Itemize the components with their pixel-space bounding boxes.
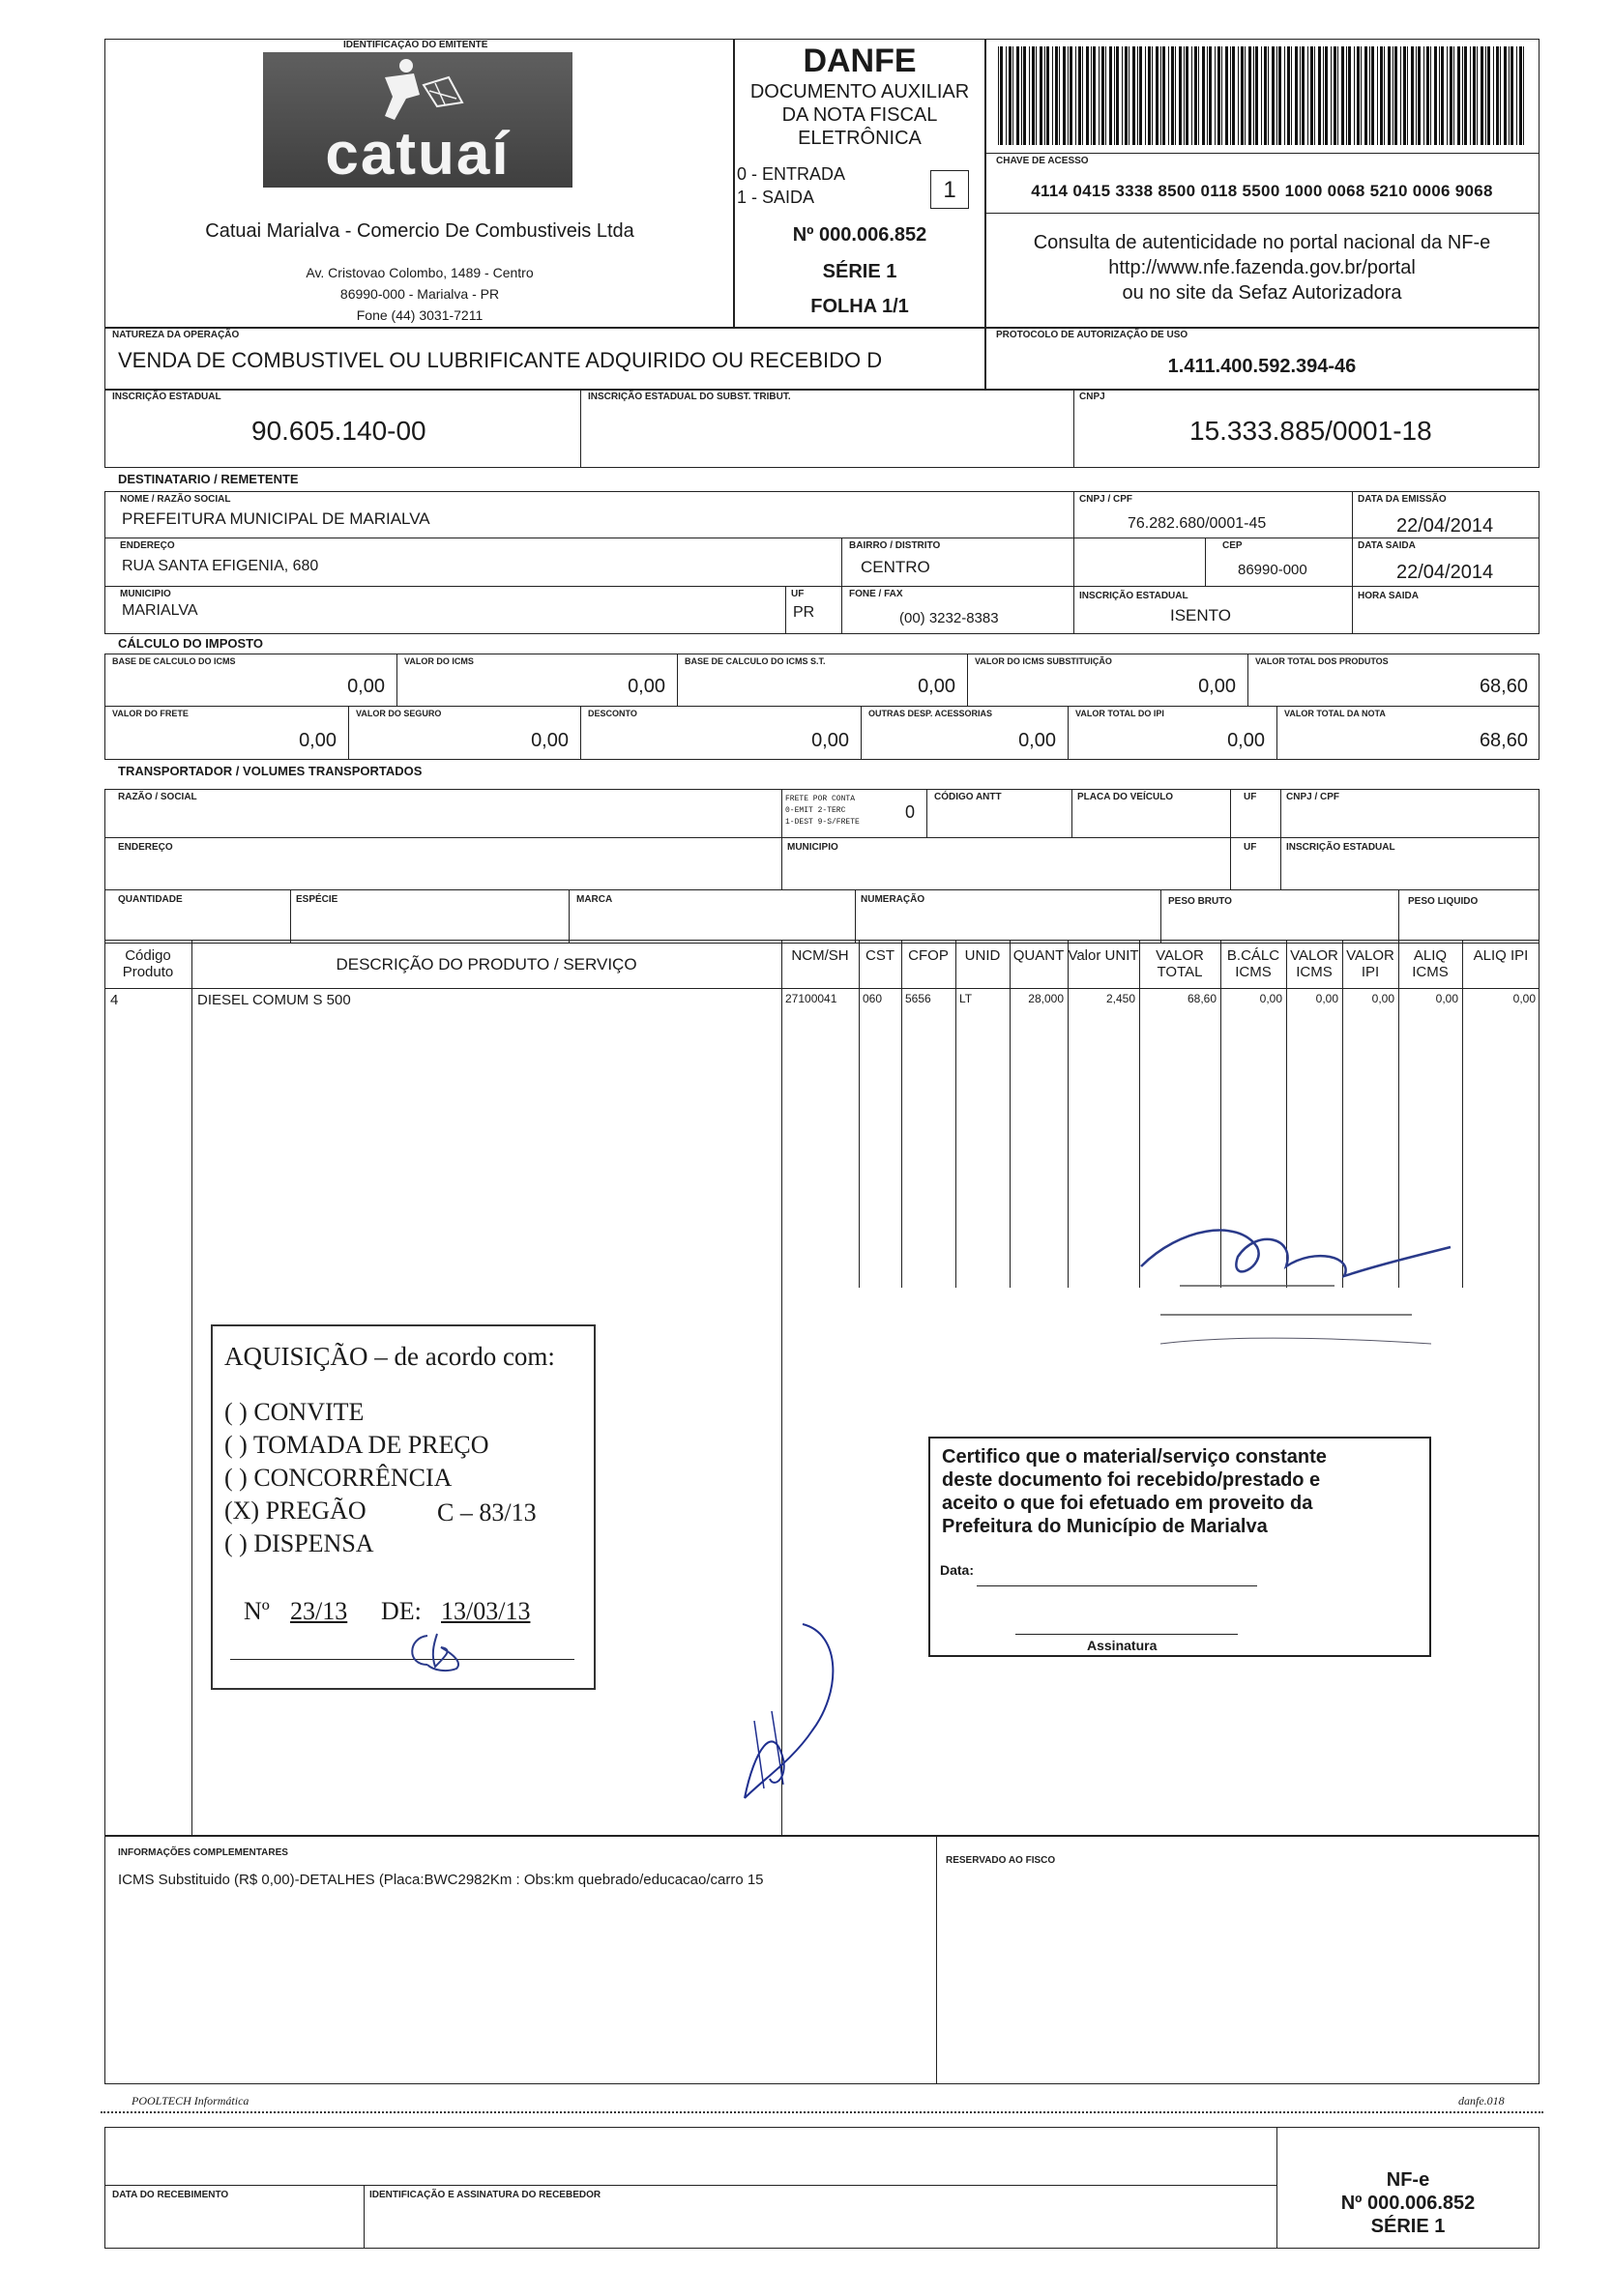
barcode-bar	[998, 46, 999, 145]
destinatario-section: DESTINATARIO / REMETENTE	[118, 472, 299, 486]
transp-uf2-label: UF	[1244, 842, 1257, 853]
barcode-bar	[1086, 46, 1089, 145]
barcode-bar	[1380, 46, 1383, 145]
barcode-bar	[1384, 46, 1385, 145]
tax-value: 0,00	[811, 730, 849, 751]
barcode-bar	[1278, 46, 1281, 145]
transp-frete-2: 0-EMIT 2-TERC	[785, 806, 846, 815]
barcode	[992, 46, 1534, 145]
barcode-bar	[1337, 46, 1338, 145]
barcode-bar	[1423, 46, 1424, 145]
dest-uf: PR	[793, 604, 815, 621]
barcode-bar	[1114, 46, 1115, 145]
dest-ie-label: INSCRIÇÃO ESTADUAL	[1079, 591, 1188, 601]
barcode-bar	[1496, 46, 1499, 145]
cnpj-value: 15.333.885/0001-18	[1189, 416, 1432, 446]
tax-label: VALOR DO ICMS	[404, 656, 474, 666]
barcode-bar	[1032, 46, 1035, 145]
barcode-bar	[1029, 46, 1030, 145]
barcode-bar	[1099, 46, 1100, 145]
col-bcicms-cell: 0,00	[1259, 992, 1282, 1005]
barcode-bar	[1116, 46, 1119, 145]
tax-label: DESCONTO	[588, 709, 637, 718]
barcode-bar	[1357, 46, 1360, 145]
dest-endereco-label: ENDEREÇO	[120, 540, 175, 551]
secretary-signature	[1122, 1208, 1470, 1382]
col-codigo-cell: 4	[110, 992, 119, 1008]
tax-value: 68,60	[1479, 676, 1528, 697]
barcode-bar	[1307, 46, 1308, 145]
dest-emissao-label: DATA DA EMISSÃO	[1358, 494, 1447, 505]
transp-placa-label: PLACA DO VEÍCULO	[1077, 792, 1174, 802]
barcode-bar	[1473, 46, 1476, 145]
barcode-bar	[1519, 46, 1522, 145]
barcode-bar	[1109, 46, 1112, 145]
barcode-bar	[1179, 46, 1182, 145]
dest-endereco: RUA SANTA EFIGENIA, 680	[122, 558, 319, 574]
barcode-bar	[1148, 46, 1151, 145]
col-cst-header: CST	[865, 947, 894, 964]
cnpj-label: CNPJ	[1079, 392, 1105, 402]
canhoto-data-label: DATA DO RECEBIMENTO	[112, 2190, 229, 2200]
col-unid-cell: LT	[959, 992, 973, 1005]
software-footer: POOLTECH Informática	[132, 2094, 249, 2107]
barcode-bar	[1207, 46, 1208, 145]
barcode-bar	[1232, 46, 1235, 145]
barcode-bar	[1264, 46, 1267, 145]
emitente-city: 86990-000 - Marialva - PR	[339, 286, 500, 302]
barcode-bar	[1426, 46, 1429, 145]
barcode-bar	[1245, 46, 1246, 145]
tax-value: 0,00	[531, 730, 569, 751]
dest-uf-label: UF	[791, 589, 805, 599]
barcode-bar	[1198, 46, 1199, 145]
barcode-bar	[1070, 46, 1072, 145]
certifico-line-4: Prefeitura do Município de Marialva	[942, 1516, 1268, 1537]
danfe-folha: FOLHA 1/1	[810, 296, 909, 317]
tax-label: VALOR TOTAL DA NOTA	[1284, 709, 1386, 718]
barcode-bar	[1377, 46, 1378, 145]
barcode-bar	[1044, 46, 1045, 145]
transportador-section: TRANSPORTADOR / VOLUMES TRANSPORTADOS	[118, 764, 423, 778]
danfe-tipo-box: 1	[930, 170, 969, 209]
barcode-bar	[1046, 46, 1049, 145]
barcode-bar	[1052, 46, 1053, 145]
transp-peso-liquido-label: PESO LIQUIDO	[1408, 896, 1479, 907]
barcode-bar	[1287, 46, 1290, 145]
tax-label: VALOR TOTAL DO IPI	[1075, 709, 1164, 718]
transp-endereco-label: ENDEREÇO	[118, 842, 173, 853]
barcode-bar	[1248, 46, 1251, 145]
barcode-bar	[1314, 46, 1315, 145]
barcode-bar	[1162, 46, 1165, 145]
tax-label: VALOR DO FRETE	[112, 709, 189, 718]
barcode-bar	[1403, 46, 1406, 145]
transp-antt-label: CÓDIGO ANTT	[934, 792, 1002, 802]
tax-value: 0,00	[299, 730, 337, 751]
tax-value: 0,00	[1018, 730, 1056, 751]
barcode-bar	[1318, 46, 1321, 145]
barcode-bar	[1253, 46, 1254, 145]
col-quant-header: QUANT	[1012, 947, 1065, 964]
dest-bairro-label: BAIRRO / DISTRITO	[849, 540, 941, 551]
logo-text: catuaí	[325, 121, 511, 188]
certifico-data-label: Data:	[940, 1562, 975, 1578]
barcode-bar	[1261, 46, 1262, 145]
certifico-assinatura: Assinatura	[1087, 1638, 1158, 1653]
col-cfop-cell: 5656	[905, 992, 931, 1005]
certifico-line-1: Certifico que o material/serviço constante	[942, 1446, 1327, 1468]
dest-municipio-label: MUNICIPIO	[120, 589, 171, 599]
barcode-bar	[1434, 46, 1437, 145]
blue-signature	[725, 1614, 861, 1808]
barcode-bar	[1137, 46, 1138, 145]
tax-label: VALOR DO ICMS SUBSTITUIÇÃO	[975, 656, 1112, 666]
tax-value: 0,00	[1227, 730, 1265, 751]
barcode-bar	[1430, 46, 1431, 145]
dest-fone: (00) 3232-8383	[899, 610, 999, 626]
col-vtotal-cell: 68,60	[1187, 992, 1217, 1005]
barcode-bar	[1323, 46, 1324, 145]
col-ncm-header: NCM/SH	[791, 947, 849, 964]
barcode-bar	[1509, 46, 1510, 145]
canhoto-nfe: NF-e	[1386, 2169, 1430, 2191]
barcode-bar	[1354, 46, 1355, 145]
barcode-bar	[1215, 46, 1216, 145]
cut-line	[101, 2111, 1543, 2113]
barcode-bar	[1346, 46, 1347, 145]
barcode-bar	[1291, 46, 1292, 145]
barcode-bar	[1194, 46, 1197, 145]
barcode-bar	[1416, 46, 1417, 145]
barcode-bar	[1012, 46, 1013, 145]
danfe-saida: 1 - SAIDA	[737, 188, 815, 207]
barcode-bar	[1230, 46, 1231, 145]
barcode-bar	[1268, 46, 1269, 145]
transp-peso-bruto-label: PESO BRUTO	[1168, 896, 1232, 907]
barcode-bar	[1388, 46, 1391, 145]
barcode-bar	[1255, 46, 1258, 145]
barcode-bar	[1186, 46, 1188, 145]
col-bcicms-header: B.CÁLC ICMS	[1226, 947, 1280, 981]
emitente-address: Av. Cristovao Colombo, 1489 - Centro	[306, 265, 534, 280]
barcode-bar	[1217, 46, 1220, 145]
danfe-serie: SÉRIE 1	[822, 261, 897, 282]
col-aliq-icms-header: ALIQ ICMS	[1412, 947, 1449, 981]
canhoto-ident-label: IDENTIFICAÇÃO E ASSINATURA DO RECEBEDOR	[369, 2190, 601, 2200]
initials-signature	[398, 1626, 476, 1674]
aquisicao-pregao-num: C – 83/13	[437, 1498, 537, 1526]
barcode-bar	[1160, 46, 1161, 145]
aquisicao-num-prefix: Nº	[244, 1597, 270, 1625]
aquisicao-num: 23/13	[290, 1597, 348, 1625]
barcode-bar	[1504, 46, 1507, 145]
dest-bairro: CENTRO	[861, 558, 930, 576]
barcode-bar	[1175, 46, 1176, 145]
barcode-bar	[1241, 46, 1244, 145]
barcode-bar	[1036, 46, 1037, 145]
dest-municipio: MARIALVA	[122, 602, 198, 619]
barcode-bar	[1481, 46, 1483, 145]
barcode-bar	[1407, 46, 1408, 145]
barcode-bar	[1152, 46, 1153, 145]
dest-saida: 22/04/2014	[1396, 562, 1494, 583]
barcode-bar	[1462, 46, 1463, 145]
version-footer: danfe.018	[1458, 2094, 1505, 2107]
barcode-bar	[1523, 46, 1524, 145]
barcode-bar	[1016, 46, 1019, 145]
dest-nome: PREFEITURA MUNICIPAL DE MARIALVA	[122, 509, 430, 528]
danfe-numero: Nº 000.006.852	[792, 224, 927, 246]
col-aliq-icms-cell: 0,00	[1435, 992, 1458, 1005]
danfe-subtitle-1: DOCUMENTO AUXILIAR	[749, 81, 970, 102]
barcode-bar	[1411, 46, 1414, 145]
col-aliq-ipi-header: ALIQ IPI	[1473, 947, 1529, 964]
barcode-bar	[1000, 46, 1003, 145]
dest-cep: 86990-000	[1238, 562, 1307, 578]
barcode-bar	[1470, 46, 1471, 145]
barcode-bar	[1453, 46, 1454, 145]
transp-frete-value: 0	[905, 802, 916, 822]
barcode-bar	[1450, 46, 1452, 145]
transp-cnpj-label: CNPJ / CPF	[1286, 792, 1340, 802]
ie-label: INSCRIÇÃO ESTADUAL	[112, 392, 221, 402]
col-vicms-cell: 0,00	[1315, 992, 1338, 1005]
col-vipi-header: VALOR IPI	[1346, 947, 1394, 981]
barcode-bar	[1295, 46, 1298, 145]
transp-frete-3: 1-DEST 9-S/FRETE	[785, 818, 860, 827]
emitente-phone: Fone (44) 3031-7211	[356, 307, 484, 323]
barcode-bar	[1221, 46, 1222, 145]
protocolo-label: PROTOCOLO DE AUTORIZAÇÃO DE USO	[996, 330, 1188, 340]
barcode-bar	[1209, 46, 1212, 145]
barcode-bar	[1369, 46, 1370, 145]
barcode-bar	[1006, 46, 1007, 145]
transp-marca-label: MARCA	[576, 894, 613, 905]
barcode-bar	[1457, 46, 1460, 145]
barcode-bar	[1082, 46, 1083, 145]
barcode-bar	[1184, 46, 1185, 145]
dest-emissao: 22/04/2014	[1396, 515, 1494, 537]
tax-label: BASE DE CALCULO DO ICMS S.T.	[685, 656, 826, 666]
barcode-bar	[1361, 46, 1362, 145]
barcode-bar	[1300, 46, 1301, 145]
company-logo	[263, 52, 572, 188]
barcode-bar	[1132, 46, 1135, 145]
canhoto-serie: SÉRIE 1	[1370, 2216, 1446, 2237]
info-value: ICMS Substituido (R$ 0,00)-DETALHES (Placa:BWC2982Km : Obs:km quebrado/educacao/carro 15	[118, 1872, 764, 1888]
barcode-bar	[1040, 46, 1042, 145]
danfe-subtitle-2: DA NOTA FISCAL	[781, 104, 938, 126]
col-quant-cell: 28,000	[1028, 992, 1064, 1005]
barcode-bar	[1302, 46, 1305, 145]
certifico-line-2: deste documento foi recebido/prestado e	[942, 1469, 1321, 1491]
barcode-bar	[1394, 46, 1397, 145]
barcode-bar	[1371, 46, 1374, 145]
col-descricao-header: DESCRIÇÃO DO PRODUTO / SERVIÇO	[336, 955, 637, 974]
dest-saida-label: DATA SAIDA	[1358, 540, 1416, 551]
danfe-entrada: 0 - ENTRADA	[737, 164, 846, 184]
barcode-bar	[1485, 46, 1486, 145]
transp-uf-label: UF	[1244, 792, 1257, 802]
transp-especie-label: ESPÉCIE	[296, 894, 338, 905]
col-descricao-cell: DIESEL COMUM S 500	[197, 992, 351, 1008]
col-vipi-cell: 0,00	[1371, 992, 1394, 1005]
barcode-bar	[1341, 46, 1344, 145]
transp-qtd-label: QUANTIDADE	[118, 894, 183, 905]
barcode-bar	[1093, 46, 1096, 145]
transp-razao-label: RAZÃO / SOCIAL	[118, 792, 197, 802]
chave-label: CHAVE DE ACESSO	[996, 156, 1089, 166]
tax-label: VALOR DO SEGURO	[356, 709, 442, 718]
col-vunit-header: Valor UNIT	[1068, 947, 1139, 964]
dest-cep-label: CEP	[1222, 540, 1243, 551]
chave-value: 4114 0415 3338 8500 0118 5500 1000 0068 5210 0006 9068	[1031, 182, 1493, 200]
emitente-label: IDENTIFICAÇÃO DO EMITENTE	[343, 40, 488, 50]
dest-cnpj-label: CNPJ / CPF	[1079, 494, 1133, 505]
tax-label: BASE DE CALCULO DO ICMS	[112, 656, 236, 666]
barcode-bar	[1464, 46, 1467, 145]
farmer-harvest-icon	[356, 56, 472, 126]
natureza-value: VENDA DE COMBUSTIVEL OU LUBRIFICANTE ADQUIRIDO OU RECEBIDO D	[118, 348, 883, 372]
barcode-bar	[1191, 46, 1192, 145]
barcode-bar	[1059, 46, 1060, 145]
barcode-bar	[1101, 46, 1104, 145]
consulta-line-3: ou no site da Sefaz Autorizadora	[1122, 282, 1402, 304]
consulta-line-2: http://www.nfe.fazenda.gov.br/portal	[1108, 257, 1416, 278]
barcode-bar	[1171, 46, 1174, 145]
consulta-line-1: Consulta de autenticidade no portal nacional da NF-e	[1033, 232, 1491, 253]
dest-fone-label: FONE / FAX	[849, 589, 903, 599]
barcode-bar	[1284, 46, 1285, 145]
col-codigo-header: Código Produto	[122, 947, 174, 981]
fisco-label: RESERVADO AO FISCO	[946, 1855, 1056, 1866]
canhoto-numero: Nº 000.006.852	[1340, 2193, 1476, 2214]
barcode-bar	[1441, 46, 1444, 145]
tax-value: 68,60	[1479, 730, 1528, 751]
aquisicao-de-label: DE:	[381, 1597, 422, 1625]
tax-label: VALOR TOTAL DOS PRODUTOS	[1255, 656, 1389, 666]
aquisicao-opt-pregao: (X) PREGÃO	[224, 1497, 367, 1525]
tax-value: 0,00	[1198, 676, 1236, 697]
imposto-section: CÁLCULO DO IMPOSTO	[118, 636, 263, 651]
barcode-bar	[1439, 46, 1440, 145]
col-unid-header: UNID	[964, 947, 1001, 964]
barcode-bar	[1225, 46, 1228, 145]
barcode-bar	[1078, 46, 1081, 145]
barcode-bar	[1009, 46, 1012, 145]
barcode-bar	[1400, 46, 1401, 145]
barcode-bar	[1418, 46, 1421, 145]
barcode-bar	[1272, 46, 1275, 145]
barcode-bar	[1168, 46, 1169, 145]
emitente-name: Catuai Marialva - Comercio De Combustiveis Ltda	[205, 220, 634, 242]
transp-frete-1: FRETE POR CONTA	[785, 795, 856, 803]
barcode-bar	[1202, 46, 1205, 145]
aquisicao-opt-concorrencia: ( ) CONCORRÊNCIA	[224, 1464, 453, 1492]
barcode-bar	[1238, 46, 1239, 145]
barcode-bar	[1091, 46, 1092, 145]
transp-ie-label: INSCRIÇÃO ESTADUAL	[1286, 842, 1395, 853]
barcode-bar	[1055, 46, 1058, 145]
info-label: INFORMAÇÕES COMPLEMENTARES	[118, 1847, 288, 1858]
tax-value: 0,00	[918, 676, 955, 697]
dest-nome-label: NOME / RAZÃO SOCIAL	[120, 494, 231, 505]
col-cfop-header: CFOP	[908, 947, 949, 964]
barcode-bar	[1477, 46, 1478, 145]
aquisicao-opt-dispensa: ( ) DISPENSA	[224, 1529, 374, 1557]
barcode-bar	[1063, 46, 1066, 145]
aquisicao-opt-convite: ( ) CONVITE	[224, 1398, 365, 1426]
transp-numeracao-label: NUMERAÇÃO	[861, 894, 925, 905]
barcode-bar	[1068, 46, 1069, 145]
barcode-bar	[1348, 46, 1351, 145]
barcode-bar	[1139, 46, 1142, 145]
tax-value: 0,00	[347, 676, 385, 697]
barcode-bar	[1276, 46, 1277, 145]
barcode-bar	[1331, 46, 1332, 145]
barcode-bar	[1487, 46, 1490, 145]
dest-ie: ISENTO	[1170, 606, 1231, 625]
protocolo-value: 1.411.400.592.394-46	[1167, 356, 1357, 377]
barcode-bar	[1021, 46, 1022, 145]
barcode-bar	[1500, 46, 1501, 145]
tax-value: 0,00	[628, 676, 665, 697]
aquisicao-de-date: 13/03/13	[441, 1597, 531, 1625]
barcode-bar	[1105, 46, 1106, 145]
barcode-bar	[1334, 46, 1336, 145]
col-cst-cell: 060	[863, 992, 883, 1005]
danfe-subtitle-3: ELETRÔNICA	[798, 128, 922, 149]
barcode-bar	[1493, 46, 1494, 145]
col-ncm-cell: 27100041	[785, 992, 837, 1005]
ie-st-label: INSCRIÇÃO ESTADUAL DO SUBST. TRIBUT.	[588, 392, 791, 402]
aquisicao-title: AQUISIÇÃO – de acordo com:	[224, 1342, 555, 1371]
barcode-bar	[1122, 46, 1123, 145]
dest-cnpj: 76.282.680/0001-45	[1128, 515, 1267, 532]
barcode-bar	[1447, 46, 1448, 145]
aquisicao-opt-tomada: ( ) TOMADA DE PREÇO	[224, 1431, 489, 1459]
col-vunit-cell: 2,450	[1105, 992, 1135, 1005]
barcode-bar	[1156, 46, 1158, 145]
barcode-bar	[1325, 46, 1328, 145]
barcode-bar	[1310, 46, 1313, 145]
col-aliq-ipi-cell: 0,00	[1512, 992, 1536, 1005]
certifico-line-3: aceito o que foi efetuado em proveito da	[942, 1493, 1313, 1514]
barcode-bar	[1510, 46, 1513, 145]
barcode-bar	[1364, 46, 1367, 145]
transp-municipio-label: MUNICIPIO	[787, 842, 838, 853]
barcode-bar	[1075, 46, 1076, 145]
col-vtotal-header: VALOR TOTAL	[1156, 947, 1204, 981]
danfe-title: DANFE	[803, 43, 917, 79]
barcode-bar	[1516, 46, 1517, 145]
barcode-bar	[1145, 46, 1146, 145]
barcode-bar	[1125, 46, 1128, 145]
ie-value: 90.605.140-00	[251, 416, 426, 446]
tax-label: OUTRAS DESP. ACESSORIAS	[868, 709, 993, 718]
barcode-bar	[1023, 46, 1026, 145]
col-vicms-header: VALOR ICMS	[1290, 947, 1338, 981]
natureza-label: NATUREZA DA OPERAÇÃO	[112, 330, 240, 340]
dest-hora-label: HORA SAIDA	[1358, 591, 1419, 601]
